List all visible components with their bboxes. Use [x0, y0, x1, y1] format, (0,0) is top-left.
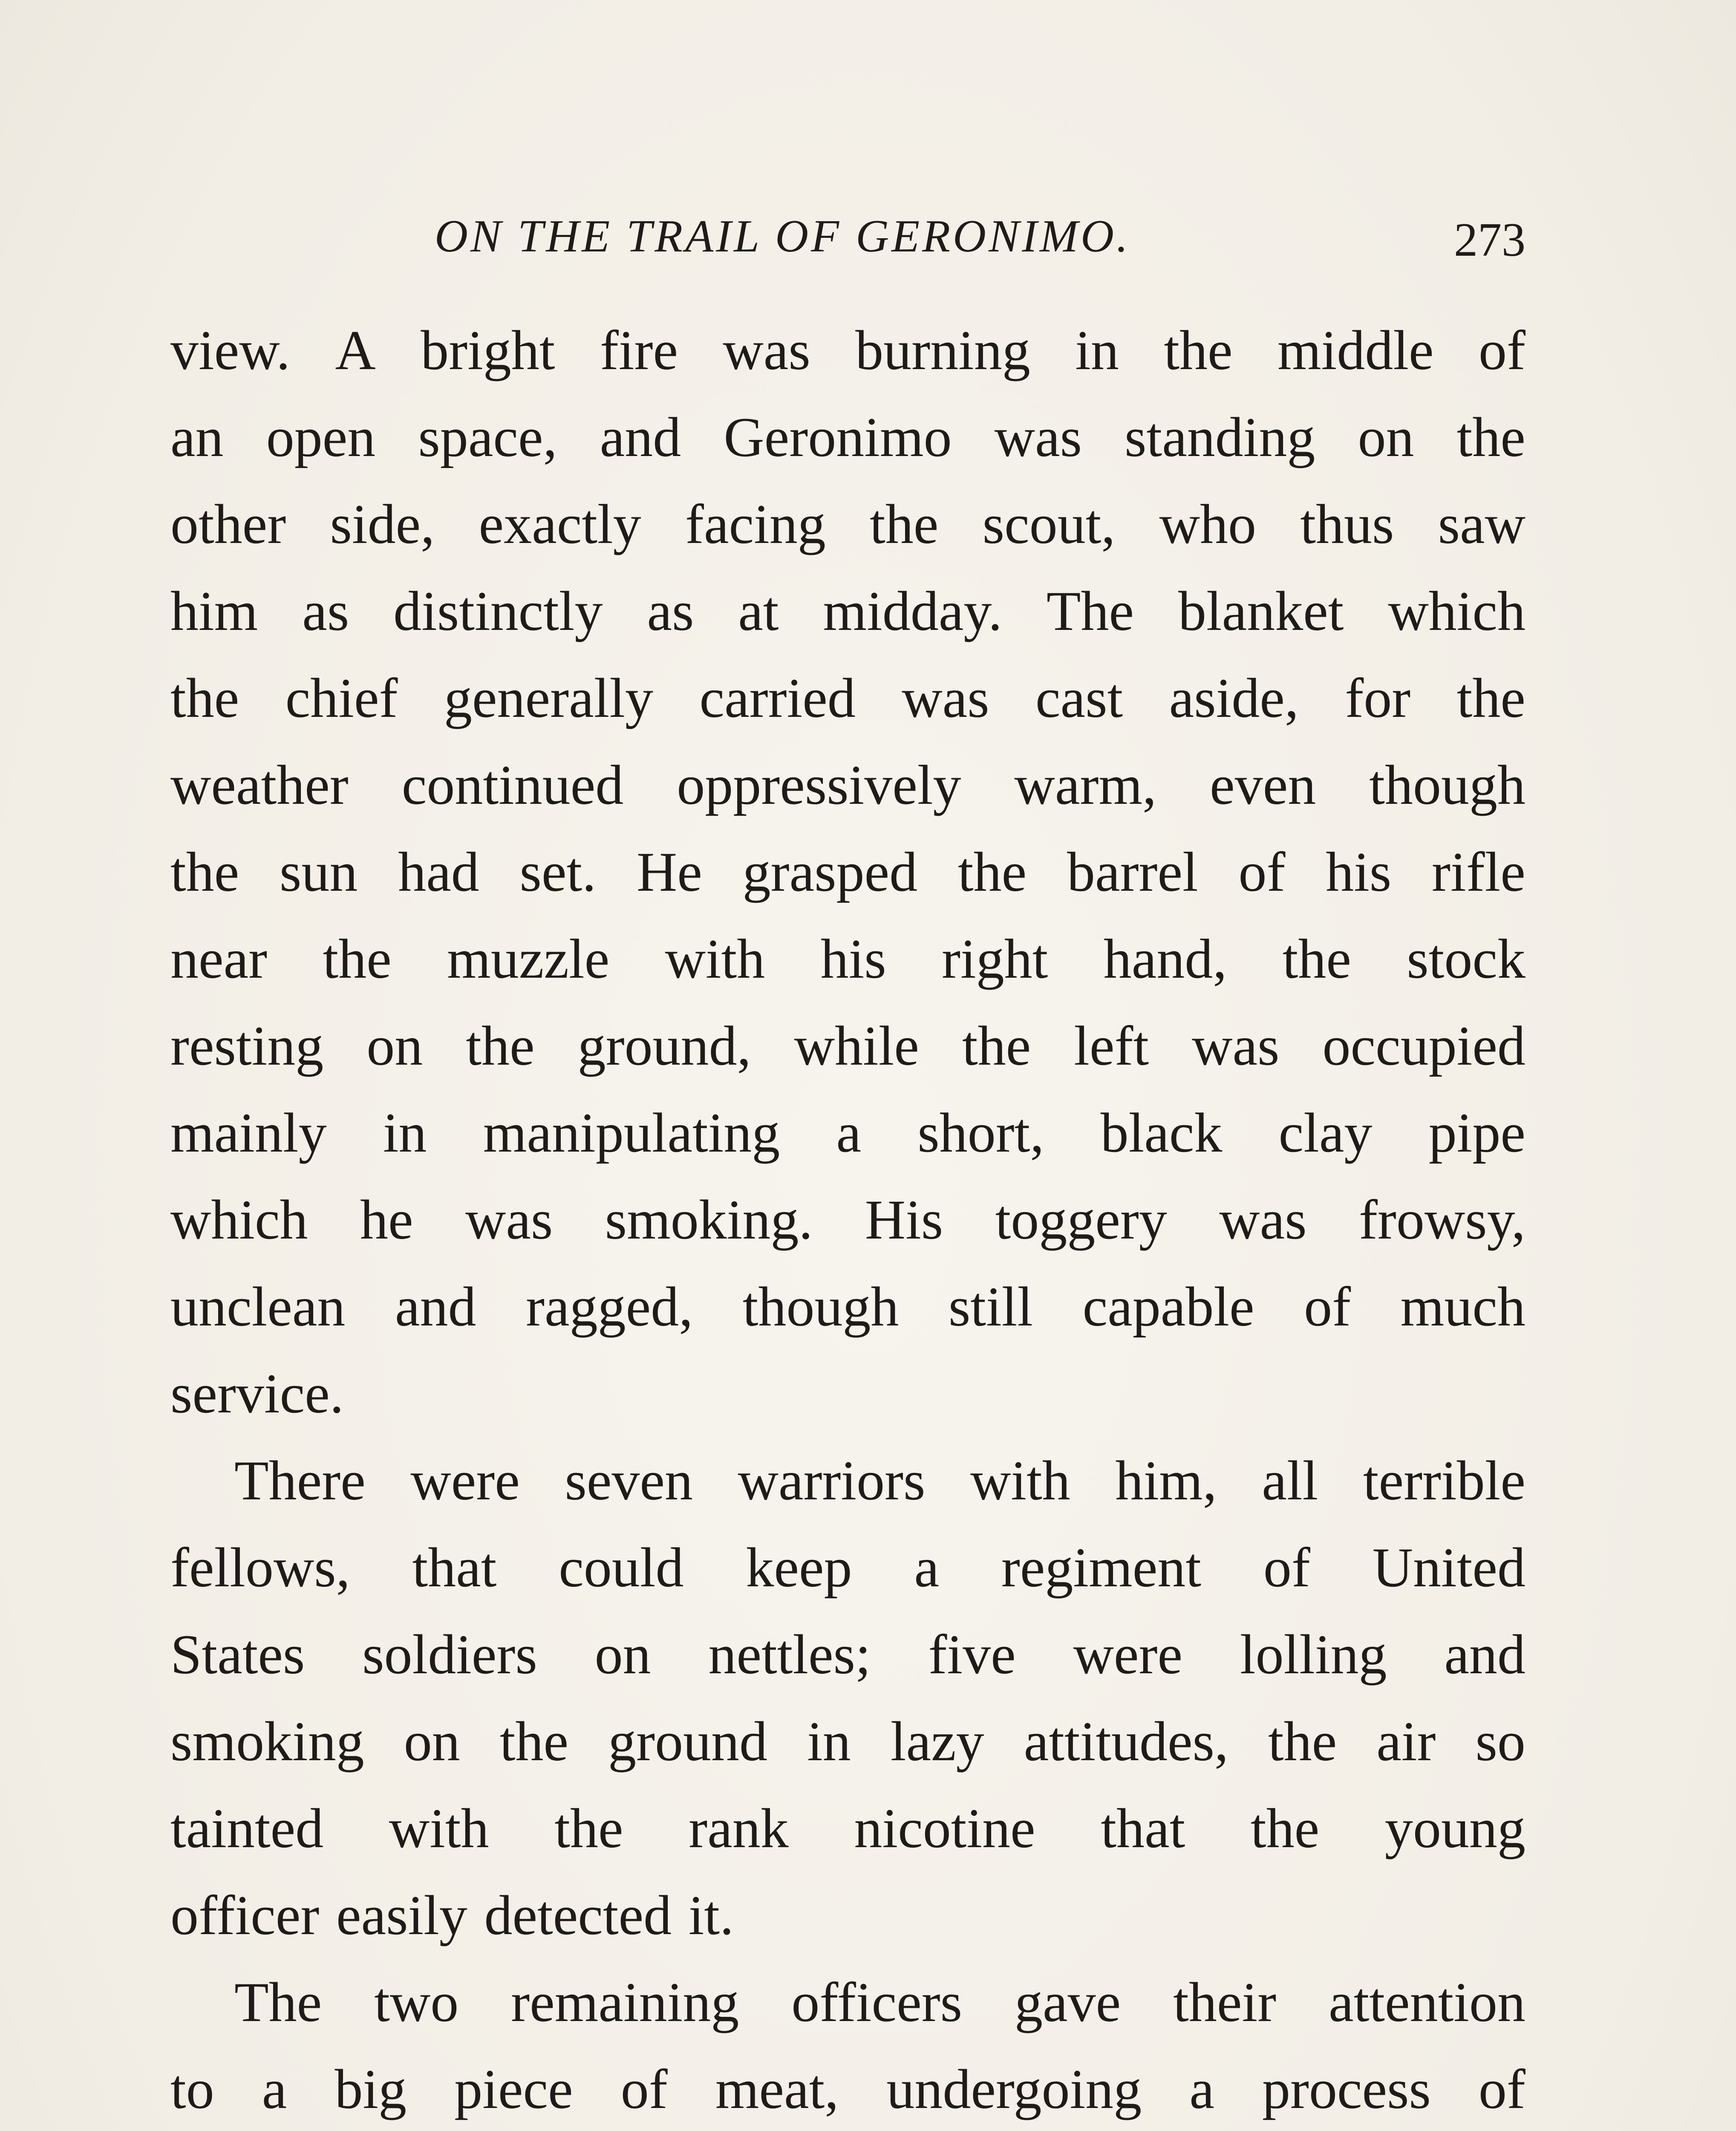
word: smoking. [605, 1188, 813, 1251]
word: smoking [170, 1710, 364, 1773]
word: soldiers [362, 1623, 537, 1686]
word: black [1100, 1101, 1223, 1164]
word: grasped [742, 840, 918, 903]
word: the [1250, 1797, 1320, 1860]
word: keep [746, 1536, 852, 1599]
word: five [928, 1623, 1016, 1686]
word: and [1444, 1623, 1525, 1686]
word: hand, [1103, 927, 1227, 990]
text-line [170, 655, 1525, 742]
word: sun [280, 840, 358, 903]
word: nettles; [708, 1623, 871, 1686]
word: midday. [823, 580, 1002, 642]
word: A [335, 319, 376, 381]
word: officer [170, 1884, 320, 1946]
text-line [170, 1002, 1525, 1089]
word: easily [336, 1884, 467, 1946]
word: exactly [479, 493, 641, 555]
word: burning [855, 319, 1030, 381]
word: to [170, 2058, 214, 2120]
word: The [1046, 580, 1134, 642]
word: in [807, 1710, 851, 1773]
text-line [170, 568, 1525, 655]
text-line [170, 2046, 1525, 2131]
word: stock [1407, 927, 1525, 990]
word: though [742, 1275, 899, 1338]
word: was [902, 667, 989, 729]
word: capable [1082, 1275, 1254, 1338]
text-line [170, 307, 1525, 394]
word: and [395, 1275, 476, 1338]
word: the [466, 1014, 535, 1077]
word: attention [1329, 1971, 1525, 2033]
word: him, [1115, 1449, 1217, 1512]
word: were [410, 1449, 520, 1512]
body-text [170, 307, 1525, 2131]
word: air [1376, 1710, 1436, 1773]
word: piece [454, 2058, 573, 2120]
word: mainly [170, 1101, 327, 1164]
text-line [170, 1089, 1525, 1176]
word: manipulating [483, 1101, 780, 1164]
word: ground [608, 1710, 768, 1773]
word: the [170, 840, 239, 903]
word: with [665, 927, 765, 990]
word: pipe [1428, 1101, 1525, 1164]
text-line [170, 1437, 1525, 1524]
word: scout, [982, 493, 1116, 555]
word: regiment [1001, 1536, 1202, 1599]
word: big [335, 2058, 407, 2120]
word: view. [170, 319, 291, 381]
word: Geronimo [724, 406, 952, 468]
word: occupied [1322, 1014, 1525, 1077]
word: was [723, 319, 810, 381]
word: him [170, 580, 258, 642]
word: their [1173, 1971, 1277, 2033]
word: which [170, 1188, 308, 1251]
word: ragged, [526, 1275, 693, 1338]
word: officers [791, 1971, 963, 2033]
word: as [302, 580, 349, 642]
word: the [554, 1797, 623, 1860]
word: His [865, 1188, 943, 1251]
word: tainted [170, 1797, 324, 1860]
word: was [465, 1188, 553, 1251]
text-line [170, 394, 1525, 481]
word: saw [1438, 493, 1525, 555]
word: for [1345, 667, 1411, 729]
word: with [970, 1449, 1070, 1512]
word: the [1268, 1710, 1337, 1773]
word: it. [688, 1884, 734, 1946]
word: still [948, 1275, 1033, 1338]
text-line [170, 481, 1525, 568]
word: on [594, 1623, 651, 1686]
word: meat, [715, 2058, 839, 2120]
word: a [914, 1536, 940, 1599]
word: facing [685, 493, 826, 555]
word: He [636, 840, 702, 903]
word: other [170, 493, 286, 555]
word: the [962, 1014, 1031, 1077]
word: warm, [1014, 754, 1157, 816]
word: that [412, 1536, 497, 1599]
word: fellows, [170, 1536, 350, 1599]
word: was [1219, 1188, 1307, 1251]
word: carried [699, 667, 856, 729]
word: the [1456, 667, 1525, 729]
text-line [170, 742, 1525, 829]
word: open [266, 406, 376, 468]
word: space, [418, 406, 557, 468]
word: United [1372, 1536, 1525, 1599]
word: near [170, 927, 268, 990]
word: There [234, 1449, 366, 1512]
word: blanket [1178, 580, 1344, 642]
word: the [870, 493, 939, 555]
word: bright [421, 319, 555, 381]
page-header [170, 205, 1525, 269]
text-line [170, 915, 1525, 1002]
word: the [323, 927, 392, 990]
word: set. [519, 840, 597, 903]
text-line [170, 1959, 1525, 2046]
word: of [620, 2058, 668, 2120]
word: seven [565, 1449, 693, 1512]
word: of [1478, 2058, 1525, 2120]
word: distinctly [393, 580, 603, 642]
word: so [1475, 1710, 1525, 1773]
word: his [820, 927, 886, 990]
word: aside, [1169, 667, 1299, 729]
word: frowsy, [1358, 1188, 1525, 1251]
word: in [1075, 319, 1119, 381]
word: young [1384, 1797, 1525, 1860]
word: even [1210, 754, 1316, 816]
word: gave [1015, 1971, 1121, 2033]
word: of [1304, 1275, 1351, 1338]
word: continued [401, 754, 624, 816]
word: standing [1125, 406, 1315, 468]
word: though [1369, 754, 1525, 816]
word: resting [170, 1014, 324, 1077]
text-line [170, 1611, 1525, 1698]
word: muzzle [447, 927, 610, 990]
word: middle [1277, 319, 1434, 381]
word: in [383, 1101, 427, 1164]
word: while [794, 1014, 919, 1077]
word: undergoing [886, 2058, 1142, 2120]
word: the [1282, 927, 1351, 990]
word: short, [917, 1101, 1044, 1164]
word: ground, [577, 1014, 751, 1077]
word: rifle [1432, 840, 1525, 903]
word: chief [285, 667, 398, 729]
word: on [1358, 406, 1414, 468]
word: left [1074, 1014, 1149, 1077]
word: the [170, 667, 239, 729]
text-line [170, 1263, 1525, 1350]
text-line [170, 1176, 1525, 1263]
word: weather [170, 754, 349, 816]
word: terrible [1363, 1449, 1525, 1512]
word: cast [1035, 667, 1123, 729]
word: warriors [738, 1449, 926, 1512]
word: right [942, 927, 1048, 990]
word: unclean [170, 1275, 346, 1338]
word: of [1479, 319, 1525, 381]
page-number: 273 [1454, 214, 1525, 266]
word: much [1400, 1275, 1525, 1338]
word: an [170, 406, 224, 468]
word: barrel [1067, 840, 1198, 903]
word: thus [1300, 493, 1394, 555]
word: nicotine [854, 1797, 1035, 1860]
word: the [957, 840, 1027, 903]
text-line [170, 1698, 1525, 1785]
word: a [836, 1101, 862, 1164]
word: lazy [890, 1710, 984, 1773]
word: which [1388, 580, 1525, 642]
word: lolling [1240, 1623, 1387, 1686]
word: remaining [511, 1971, 739, 2033]
word: States [170, 1623, 305, 1686]
word: of [1238, 840, 1286, 903]
word: could [559, 1536, 684, 1599]
text-line [170, 1785, 1525, 1872]
word: that [1101, 1797, 1185, 1860]
running-title: ON THE TRAIL OF GERONIMO. [435, 211, 1130, 262]
word: detected [484, 1884, 672, 1946]
word: rank [689, 1797, 789, 1860]
word: attitudes, [1024, 1710, 1228, 1773]
word: at [738, 580, 779, 642]
word: had [398, 840, 479, 903]
word: all [1262, 1449, 1318, 1512]
text-line [170, 829, 1525, 915]
word: of [1263, 1536, 1310, 1599]
word: he [360, 1188, 413, 1251]
text-line [170, 1524, 1525, 1611]
word: The [234, 1971, 322, 2033]
word: clay [1278, 1101, 1373, 1164]
word: a [1189, 2058, 1214, 2120]
word: two [374, 1971, 459, 2033]
word: the [499, 1710, 569, 1773]
word: service. [170, 1362, 344, 1425]
word: his [1326, 840, 1392, 903]
word: oppressively [677, 754, 961, 816]
word: who [1159, 493, 1256, 555]
word: was [1192, 1014, 1280, 1077]
word: on [366, 1014, 423, 1077]
word: the [1456, 406, 1525, 468]
word: toggery [995, 1188, 1167, 1251]
word: generally [444, 667, 654, 729]
word: process [1262, 2058, 1431, 2120]
word: the [1164, 319, 1233, 381]
text-line [170, 1872, 1525, 1959]
word: as [647, 580, 694, 642]
word: and [600, 406, 681, 468]
word: side, [330, 493, 435, 555]
text-line [170, 1350, 1525, 1437]
word: with [389, 1797, 489, 1860]
word: fire [600, 319, 678, 381]
word: were [1073, 1623, 1183, 1686]
word: on [404, 1710, 460, 1773]
word: was [994, 406, 1082, 468]
word: a [262, 2058, 287, 2120]
